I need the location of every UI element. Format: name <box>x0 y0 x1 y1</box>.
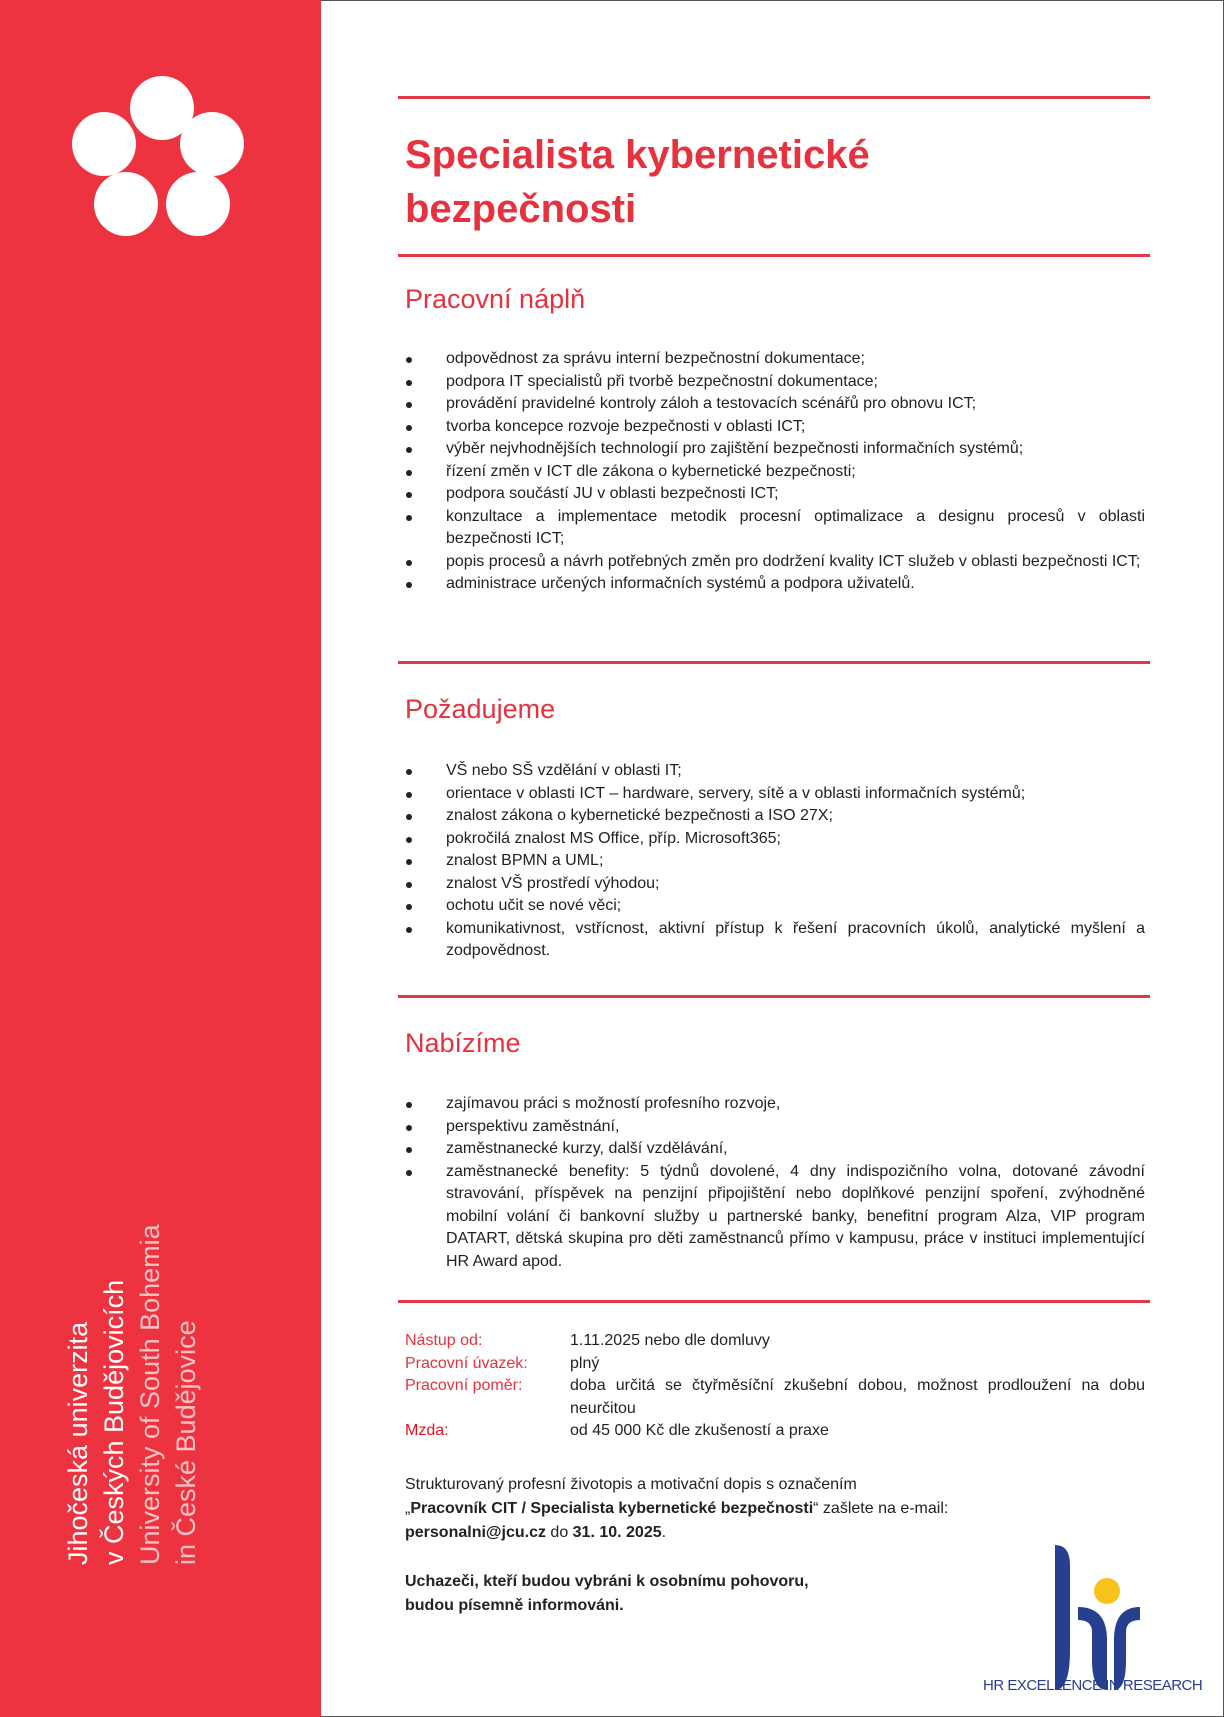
job-info <box>405 1330 1145 1443</box>
email-link[interactable]: personalni@jcu.cz <box>405 1524 546 1541</box>
info-row <box>405 1375 1145 1420</box>
final-note-line: Uchazeči, kteří budou vybráni k osobnímu pohovoru, <box>405 1573 809 1590</box>
application-line: Strukturovaný profesní životopis a motivační dopis s označením <box>405 1476 857 1493</box>
final-note <box>405 1570 809 1618</box>
info-value: 1.11.2025 nebo dle domluvy <box>570 1332 770 1349</box>
info-row <box>405 1330 1145 1353</box>
list-item: administrace určených informačních systémů a podpora uživatelů. <box>405 573 1145 596</box>
list-item: komunikativnost, vstřícnost, aktivní přístup k řešení pracovních úkolů, analytické myšlení a zodpovědnost. <box>405 918 1145 963</box>
page-title <box>405 128 1105 236</box>
list-item: zajímavou práci s možností profesního rozvoje, <box>405 1093 1145 1116</box>
list-item: znalost BPMN a UML; <box>405 850 1145 873</box>
requirements-list <box>405 760 1145 963</box>
section-heading: Požadujeme <box>405 694 556 724</box>
info-value: od 45 000 Kč dle zkušeností a praxe <box>570 1422 829 1439</box>
list-item: zaměstnanecké kurzy, další vzdělávání, <box>405 1138 1145 1161</box>
list-item: znalost VŠ prostředí výhodou; <box>405 873 1145 896</box>
university-cz-2: v Českých Budějovicích <box>99 1279 129 1565</box>
application-text: “ zašlete na e-mail: <box>813 1500 949 1517</box>
list-item: orientace v oblasti ICT – hardware, servery, sítě a v oblasti informačních systémů; <box>405 783 1145 806</box>
info-row <box>405 1353 1145 1376</box>
divider <box>398 254 1150 257</box>
list-item: konzultace a implementace metodik procesní optimalizace a designu procesů v oblasti bezpečnosti ICT; <box>405 506 1145 551</box>
info-label: Nástup od: <box>405 1332 483 1349</box>
list-item: provádění pravidelné kontroly záloh a testovacích scénářů pro obnovu ICT; <box>405 393 1145 416</box>
list-item: tvorba koncepce rozvoje bezpečnosti v oblasti ICT; <box>405 416 1145 439</box>
info-label: Pracovní úvazek: <box>405 1354 528 1372</box>
divider <box>398 1300 1150 1303</box>
deadline: 31. 10. 2025 <box>572 1524 662 1541</box>
divider <box>398 661 1150 664</box>
application-instructions <box>405 1473 1145 1545</box>
list-item: odpovědnost za správu interní bezpečnostní dokumentace; <box>405 348 1145 371</box>
list-item: pokročilá znalost MS Office, příp. Microsoft365; <box>405 828 1145 851</box>
section-heading: Pracovní náplň <box>405 284 586 314</box>
section-heading: Nabízíme <box>405 1028 521 1058</box>
info-label: Pracovní poměr: <box>405 1377 523 1394</box>
list-item: výběr nejvhodnějších technologií pro zajištění bezpečnosti informačních systémů; <box>405 438 1145 461</box>
final-note-line: budou písemně informováni. <box>405 1597 624 1614</box>
info-value: plný <box>570 1354 600 1372</box>
university-en-1: University of South Bohemia <box>135 1224 165 1565</box>
quote: „ <box>405 1500 411 1517</box>
university-cz-1: Jihočeská univerzita <box>63 1321 93 1565</box>
benefits-list <box>405 1093 1145 1273</box>
divider <box>398 995 1150 998</box>
list-item: znalost zákona o kybernetické bezpečnosti a ISO 27X; <box>405 805 1145 828</box>
application-text: do <box>545 1524 573 1541</box>
duties-list <box>405 348 1145 596</box>
title-line-2: bezpečnosti <box>405 187 637 231</box>
info-row <box>405 1420 1145 1443</box>
list-item: podpora IT specialistů při tvorbě bezpečnostní dokumentace; <box>405 371 1145 394</box>
sidebar <box>0 0 321 1717</box>
hr-excellence-text: HR EXCELLENCE IN RESEARCH <box>983 1677 1203 1694</box>
application-subject: Pracovník CIT / Specialista kybernetické bezpečnosti <box>410 1500 814 1517</box>
university-name <box>60 1045 204 1565</box>
list-item: zaměstnanecké benefity: 5 týdnů dovolené, 4 dny indispozičního volna, dotované závodní stravování, příspěvek na penzijní připojištění nebo doplňkové penzijní spoření, zvýhodněné mobilní volání či bankovní služby u partnerské banky, benefitní program Alza, VIP program DATART, dětská skupina pro děti zaměstnanců přímo v kampusu, práce v instituci implementující HR Award apod. <box>405 1161 1145 1274</box>
list-item: popis procesů a návrh potřebných změn pro dodržení kvality ICT služeb v oblasti bezpečnosti ICT; <box>405 551 1145 574</box>
university-en-2: in České Budějovice <box>171 1320 201 1565</box>
title-line-1: Specialista kybernetické <box>405 133 870 177</box>
list-item: perspektivu zaměstnání, <box>405 1116 1145 1139</box>
divider <box>398 96 1150 99</box>
info-label: Mzda: <box>405 1422 449 1439</box>
info-value: doba určitá se čtyřměsíční zkušební dobou, možnost prodloužení na dobu neurčitou <box>570 1377 1145 1417</box>
list-item: řízení změn v ICT dle zákona o kybernetické bezpečnosti; <box>405 461 1145 484</box>
list-item: ochotu učit se nové věci; <box>405 895 1145 918</box>
punctuation: . <box>661 1524 667 1541</box>
list-item: podpora součástí JU v oblasti bezpečnosti ICT; <box>405 483 1145 506</box>
list-item: VŠ nebo SŠ vzdělání v oblasti IT; <box>405 760 1145 783</box>
